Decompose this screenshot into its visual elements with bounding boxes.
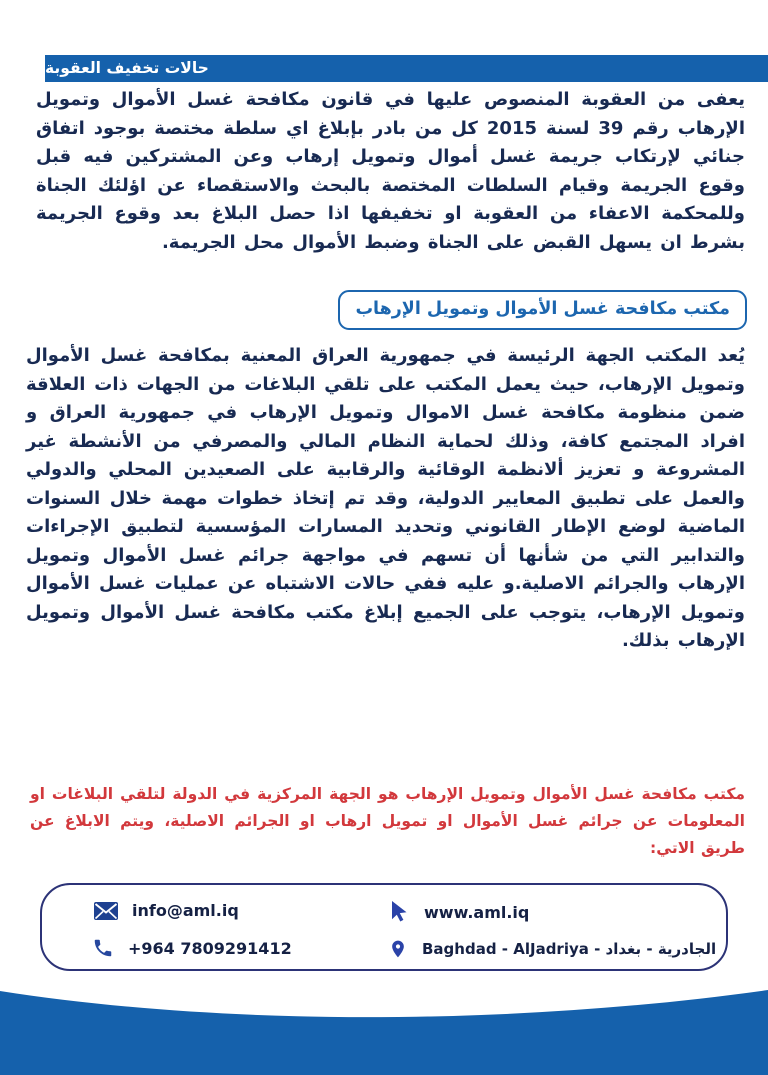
contact-email [94, 901, 239, 920]
reporting-notice: مكتب مكافحة غسل الأموال وتمويل الإرهاب هو الجهة المركزية في الدولة لتلقي البلاغات او المعلومات عن جرائم غسل الأموال او تمويل ارهاب او الجرائم الاصلية، ويتم الابلاغ عن طريق الاتي: [30, 785, 745, 857]
office-description-paragraph: يُعد المكتب الجهة الرئيسة في جمهورية العراق المعنية بمكافحة غسل الأموال وتمويل الإرهاب، حيث يعمل المكتب على تلقي البلاغات من الجهات ذات العلاقة ضمن منظومة مكافحة غسل الاموال وتمويل الإرهاب في جمهورية العراق و افراد المجتمع كافة، وذلك لحماية النظام المالي والمصرفي من الأنشطة غير المشروعة و تعزيز ألانظمة الوقائية والرقابية على الصعيدين المحلي والدولي والعمل على تطبيق المعايير الدولية، وقد تم إتخاذ خطوات مهمة خلال السنوات الماضية لوضع الإطار القانوني وتحديد المسارات المؤسسية لتطبيق الإجراءات والتدابير التي من شأنها أن تسهم في مواجهة جرائم غسل الأموال وتمويل الإرهاب والجرائم الاصلية.و عليه ففي حالات الاشتباه عن عمليات غسل الأموال وتمويل الإرهاب، يتوجب على الجميع إبلاغ مكتب مكافحة غسل الأموال وتمويل الإرهاب بذلك. [26, 345, 745, 651]
contact-phone [92, 937, 292, 959]
contact-website-value: www.aml.iq [424, 902, 530, 922]
contact-address-value: الجادرية - بغداد - Baghdad - AlJadriya [422, 940, 717, 958]
map-pin-icon [388, 937, 408, 961]
section-title: حالات تخفيف العقوبة [45, 59, 209, 77]
office-title-badge: مكتب مكافحة غسل الأموال وتمويل الإرهاب [338, 290, 747, 330]
footer-wave [0, 983, 768, 1075]
contact-email-value: info@aml.iq [132, 901, 239, 920]
envelope-icon [94, 902, 118, 920]
phone-icon [92, 937, 114, 959]
cursor-icon [388, 900, 410, 924]
contact-website [388, 900, 529, 924]
contact-box [40, 883, 728, 971]
contact-phone-value: +964 7809291412 [128, 938, 292, 958]
penalty-mitigation-paragraph: يعفى من العقوبة المنصوص عليها في قانون مكافحة غسل الأموال وتمويل الإرهاب رقم 39 لسنة 2015 كل من بادر بإبلاغ اي سلطة مختصة بوجود اتفاق جنائي لإرتكاب جريمة غسل أموال وتمويل إرهاب وعن المشتركين فيه قبل وقوع الجريمة وقيام السلطات المختصة بالبحث والاستقصاء عن اؤلئك الجناة وللمحكمة الاعفاء من العقوبة او تخفيفها اذا حصل البلاغ بعد وقوع الجريمة بشرط ان يسهل القبض على الجناة وضبط الأموال محل الجريمة. [36, 89, 746, 253]
contact-address [388, 937, 716, 961]
section-header-bar [45, 55, 768, 82]
